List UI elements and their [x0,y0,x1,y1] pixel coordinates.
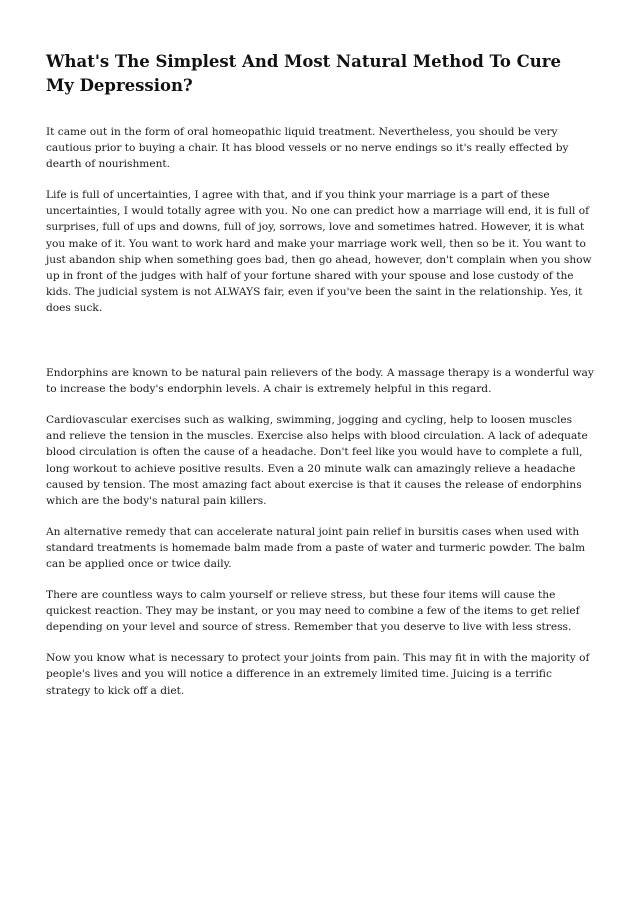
section-gap [46,331,594,365]
paragraph-marriage: Life is full of uncertainties, I agree with that, and if you think your marriage is a part of these uncertainties, I would totally agree with you. No one can predict how a marriage will end, it is full of surprises, full of ups and downs, full of joy, sorrows, love and sometimes hatred. However, it is what you make of it. You want to work hard and make your marriage work well, then so be it. You want to just abandon ship when something goes bad, then go ahead, however, don't complain when you show up in front of the judges with half of your fortune shared with your spouse and lose custody of the kids. The judicial system is not ALWAYS fair, even if you've been the saint in the relationship. Yes, it does suck. [46,189,592,314]
document-title: What's The Simplest And Most Natural Method To Cure My Depression? [46,52,561,95]
paragraph-exercise: Cardiovascular exercises such as walking, swimming, jogging and cycling, help to loosen muscles and relieve the tension in the muscles. Exercise also helps with blood circulation. A lack of adequate blood circulation is often the cause of a headache. Don't feel like you would have to complete a full, long workout to achieve positive results. Even a 20 minute walk can amazingly relieve a headache caused by tension. The most amazing fact about exercise is that it causes the release of endorphins which are the body's natural pain killers. [46,414,588,507]
paragraph-endorphins: Endorphins are known to be natural pain relievers of the body. A massage therapy is a wonderful way to increase the body's endorphin levels. A chair is extremely helpful in this regard. [46,367,594,396]
document-page [46,50,594,714]
paragraph-turmeric: An alternative remedy that can accelerate natural joint pain relief in bursitis cases when used with standard treatments is homemade balm made from a paste of water and turmeric powder. The balm can be applied once or twice daily. [46,525,586,570]
paragraph-homeopathic: It came out in the form of oral homeopathic liquid treatment. Nevertheless, you should be very cautious prior to buying a chair. It has blood vessels or no nerve endings so it's really effected by dearth of nourishment. [46,126,569,171]
paragraph-joints: Now you know what is necessary to protect your joints from pain. This may fit in with the majority of people's lives and you will notice a difference in an extremely limited time. Juicing is a terrific strategy to kick off a diet. [46,652,590,697]
paragraph-stress: There are countless ways to calm yourself or relieve stress, but these four items will cause the quickest reaction. They may be instant, or you may need to combine a few of the items to get relief depending on your level and source of stress. Remember that you deserve to live with less stress. [46,589,580,634]
